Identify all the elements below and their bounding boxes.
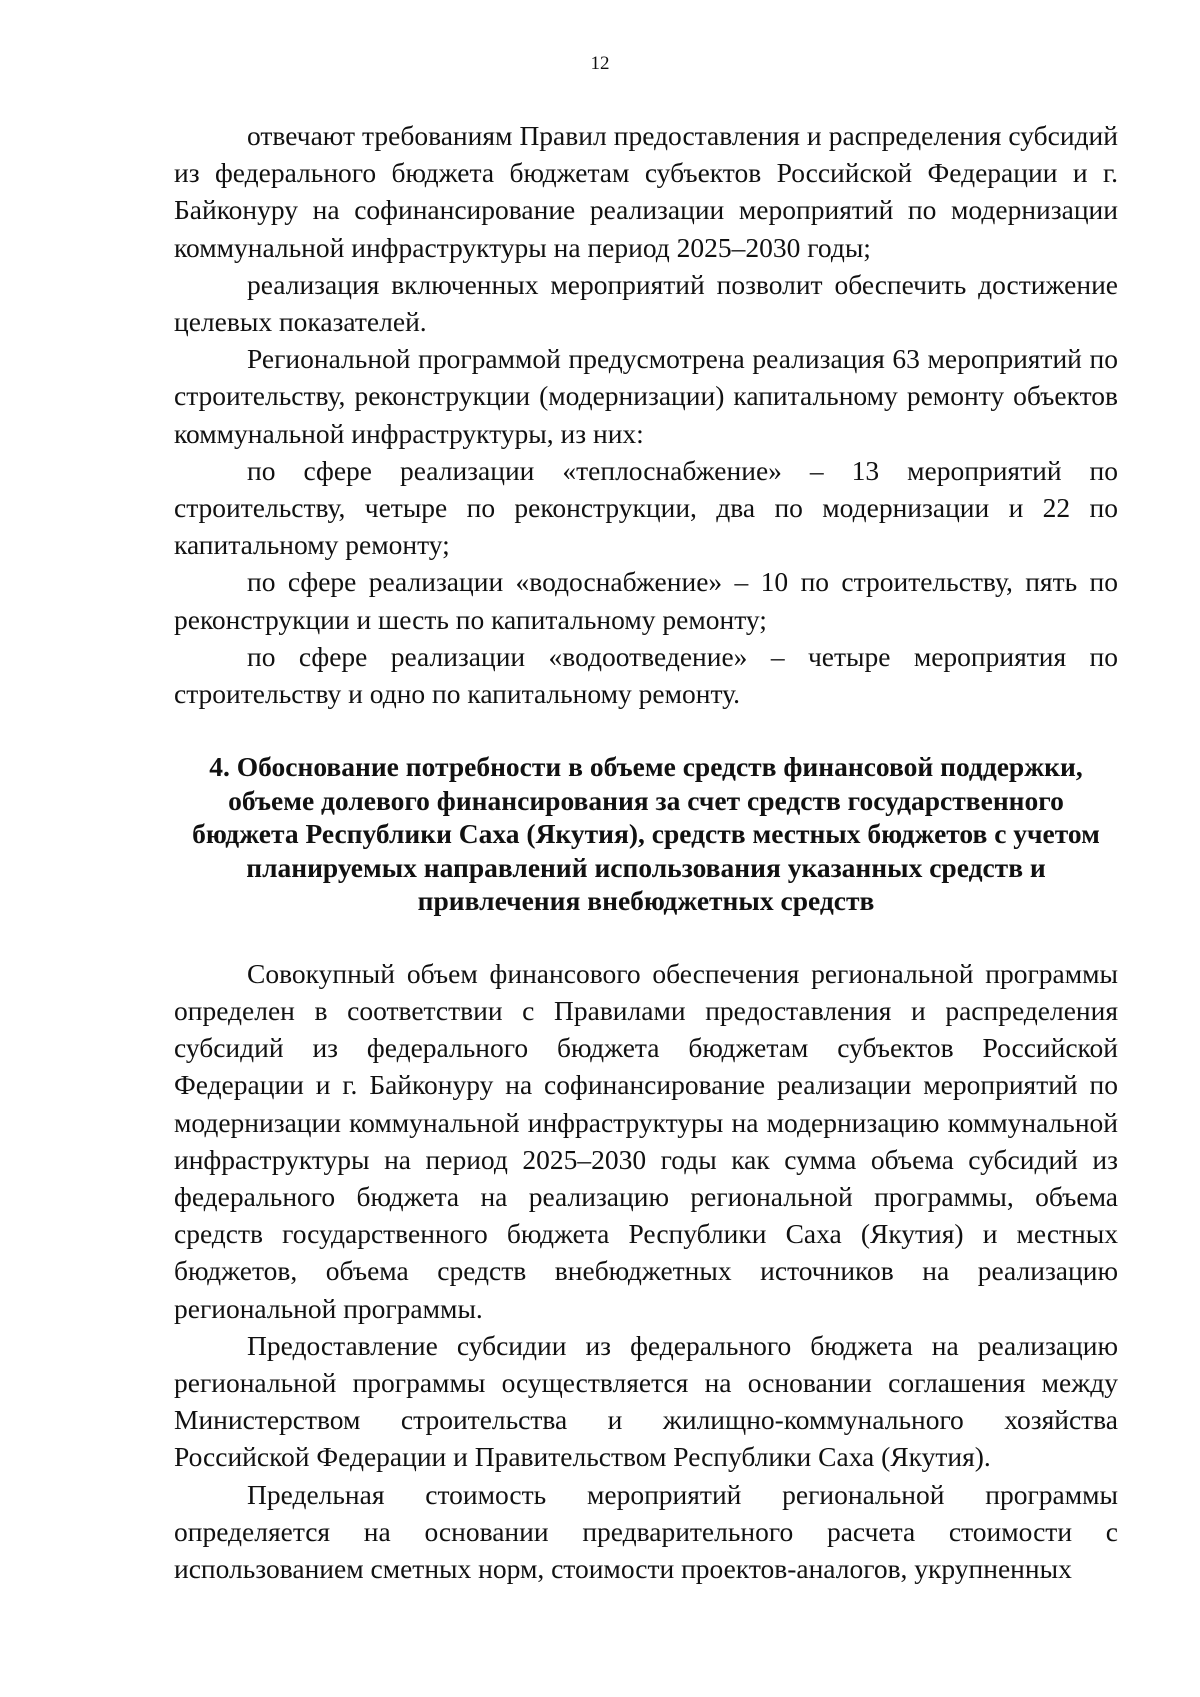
section-heading: 4. Обоснование потребности в объеме средств финансовой поддержки, объеме долевого финансирования за счет средств государственного бюджета Республики Саха (Якутия), средств местных бюджетов с учетом планируемых направлений использования указанных средств и привлечения внебюджетных средств bbox=[192, 751, 1100, 917]
paragraph-water-disposal: по сфере реализации «водоотведение» – четыре мероприятия по строительству и одно по капитальному ремонту. bbox=[174, 640, 1118, 710]
paragraph-water-supply: по сфере реализации «водоснабжение» – 10 по строительству, пять по реконструкции и шесть по капитальному ремонту; bbox=[174, 566, 1118, 635]
paragraph-requirements: отвечают требованиям Правил предоставления и распределения субсидий из федерального бюджета бюджетам субъектов Российской Федерации и г. Байконуру на софинансирование реализации мероприятий по модернизации коммунальной инфраструктуры на период 2025–2030 годы; bbox=[174, 120, 1118, 263]
paragraph-program-measures: Региональной программой предусмотрена реализация 63 мероприятий по строительству, реконструкции (модернизации) капитальному ремонту объектов коммунальной инфраструктуры, из них: bbox=[174, 343, 1118, 449]
paragraph-cost-limit: Предельная стоимость мероприятий региональной программы определяется на основании предварительного расчета стоимости с использованием сметных норм, стоимости проектов-аналогов, укрупненных bbox=[174, 1478, 1118, 1584]
page-number: 12 bbox=[590, 53, 610, 74]
paragraph-subsidy-agreement: Предоставление субсидии из федерального бюджета на реализацию региональной программы осуществляется на основании соглашения между Министерством строительства и жилищно-коммунального хозяйства Российской Федерации и Правительством Республики Саха (Якутия). bbox=[174, 1329, 1118, 1473]
paragraph-heat-supply: по сфере реализации «теплоснабжение» – 13 мероприятий по строительству, четыре по реконструкции, два по модернизации и 22 по капитальному ремонту; bbox=[174, 454, 1118, 561]
page-body bbox=[174, 117, 1118, 1587]
paragraph-total-funding: Совокупный объем финансового обеспечения региональной программы определен в соответствии с Правилами предоставления и распределения субсидий из федерального бюджета бюджетам субъектов Российской Федерации и г. Байконуру на софинансирование реализации мероприятий по модернизации коммунальной инфраструктуры на модернизацию коммунальной инфраструктуры на период 2025–2030 годы как сумма объема субсидий из федерального бюджета на реализацию региональной программы, объема средств государственного бюджета Республики Саха (Якутия) и местных бюджетов, объема средств внебюджетных источников на реализацию региональной программы. bbox=[174, 957, 1118, 1324]
paragraph-targets: реализация включенных мероприятий позволит обеспечить достижение целевых показателей. bbox=[174, 268, 1118, 338]
